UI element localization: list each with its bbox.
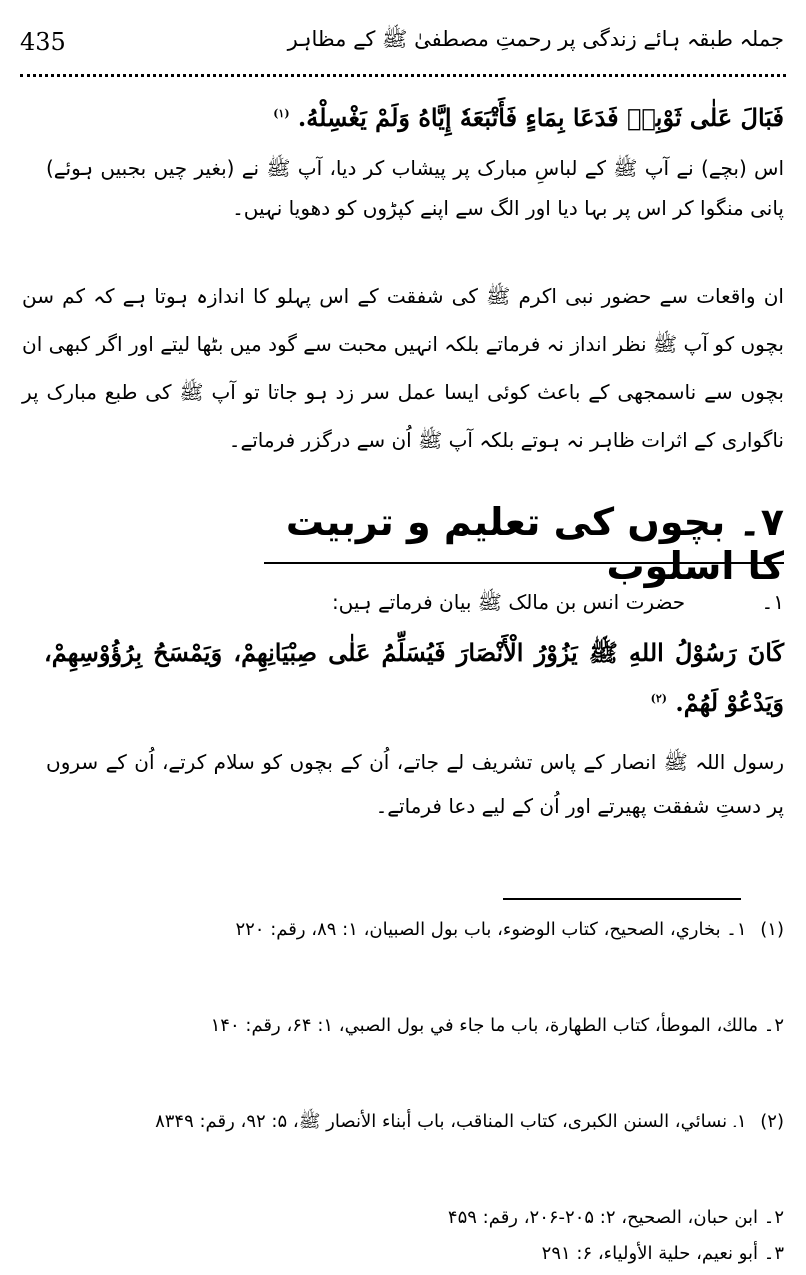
- numbered-item-intro: [44, 582, 784, 622]
- item-number: ۱۔: [761, 590, 784, 614]
- footnote-2: [22, 1104, 784, 1139]
- section-heading: ۷۔ بچوں کی تعلیم و تربیت کا اسلوب: [264, 500, 784, 564]
- arabic-hadith-1-text: فَبَالَ عَلٰى ثَوْبِهٖ فَدَعَا بِمَاءٍ فَأَتْبَعَهٗ إِيَّاهُ وَلَمْ يَغْسِلْهُ.: [297, 103, 784, 132]
- footnote-separator: [503, 898, 741, 900]
- footnote-1-ref-b: ۲۔ مالك، الموطأ، كتاب الطهارة، باب ما جاء في بول الصبي، ۱: ۶۴، رقم: ۱۴۰: [210, 1015, 784, 1036]
- urdu-translation-2: رسول اللہ ﷺ انصار کے پاس تشریف لے جاتے، اُن کے بچوں کو سلام کرتے، اُن کے سروں پر دستِ شفقت پھیرتے اور اُن کے لیے دعا فرماتے۔: [46, 750, 784, 818]
- page-header: [20, 22, 786, 77]
- footnote-ref-1: (۱): [273, 107, 290, 120]
- arabic-hadith-2-text: كَانَ رَسُوْلُ اللهِ ﷺ يَزُوْرُ الْأَنْصَارَ فَيُسَلِّمُ عَلٰى صِبْيَانِهِمْ، وَيَمْسَحُ بِرُؤُوْسِهِمْ، وَيَدْعُوْ لَهُمْ.: [44, 638, 784, 717]
- running-title: جملہ طبقہ ہائے زندگی پر رحمتِ مصطفیٰ ﷺ کے مظاہر: [287, 27, 784, 51]
- footnote-2-ref-a: ۱۔ نسائي، السنن الكبرى، كتاب المناقب، باب أبناء الأنصار ﷺ، ۵: ۹۲، رقم: ۸۳۴۹: [155, 1111, 747, 1132]
- footnote-2-marker: (۲): [760, 1111, 784, 1132]
- urdu-commentary: ان واقعات سے حضور نبی اکرم ﷺ کی شفقت کے اس پہلو کا اندازہ ہوتا ہے کہ کم سن بچوں کو آپ ﷺ نظر انداز نہ فرماتے بلکہ انہیں محبت سے گود میں بٹھا لیتے اور اگر کبھی ان بچوں سے ناسمجھی کے باعث کوئی ایسا عمل سر زد ہو جاتا تو آپ ﷺ کی طبع مبارک پر ناگواری کے اثرات ظاہر نہ ہوتے بلکہ آپ ﷺ اُن سے درگزر فرماتے۔: [22, 284, 784, 452]
- arabic-hadith-1: [44, 92, 784, 140]
- urdu-translation-1: اس (بچے) نے آپ ﷺ کے لباسِ مبارک پر پیشاب کر دیا، آپ ﷺ نے (بغیر چیں بجبیں ہوئے) پانی منگوا کر اس پر بہا دیا اور الگ سے اپنے کپڑوں کو دھویا نہیں۔: [46, 156, 784, 220]
- footnote-ref-2: (۲): [650, 692, 667, 705]
- item-intro-text: حضرت انس بن مالک ﷺ بیان فرماتے ہیں:: [331, 590, 686, 614]
- footnote-2-ref-c: ۳۔ أبو نعيم، حلية الأولياء، ۶: ۲۹۱: [541, 1243, 784, 1264]
- footnote-1-ref-a: ۱۔ بخاري، الصحيح، كتاب الوضوء، باب بول الصبيان، ۱: ۸۹، رقم: ۲۲۰: [235, 919, 747, 940]
- footnote-2-ref-b: ۲۔ ابن حبان، الصحيح، ۲: ۲۰۵-۲۰۶، رقم: ۴۵۹: [447, 1207, 784, 1228]
- page-number: 435: [20, 28, 66, 56]
- footnote-1-marker: (۱): [760, 919, 784, 940]
- arabic-hadith-2: [44, 630, 784, 726]
- footnote-1: [22, 912, 784, 947]
